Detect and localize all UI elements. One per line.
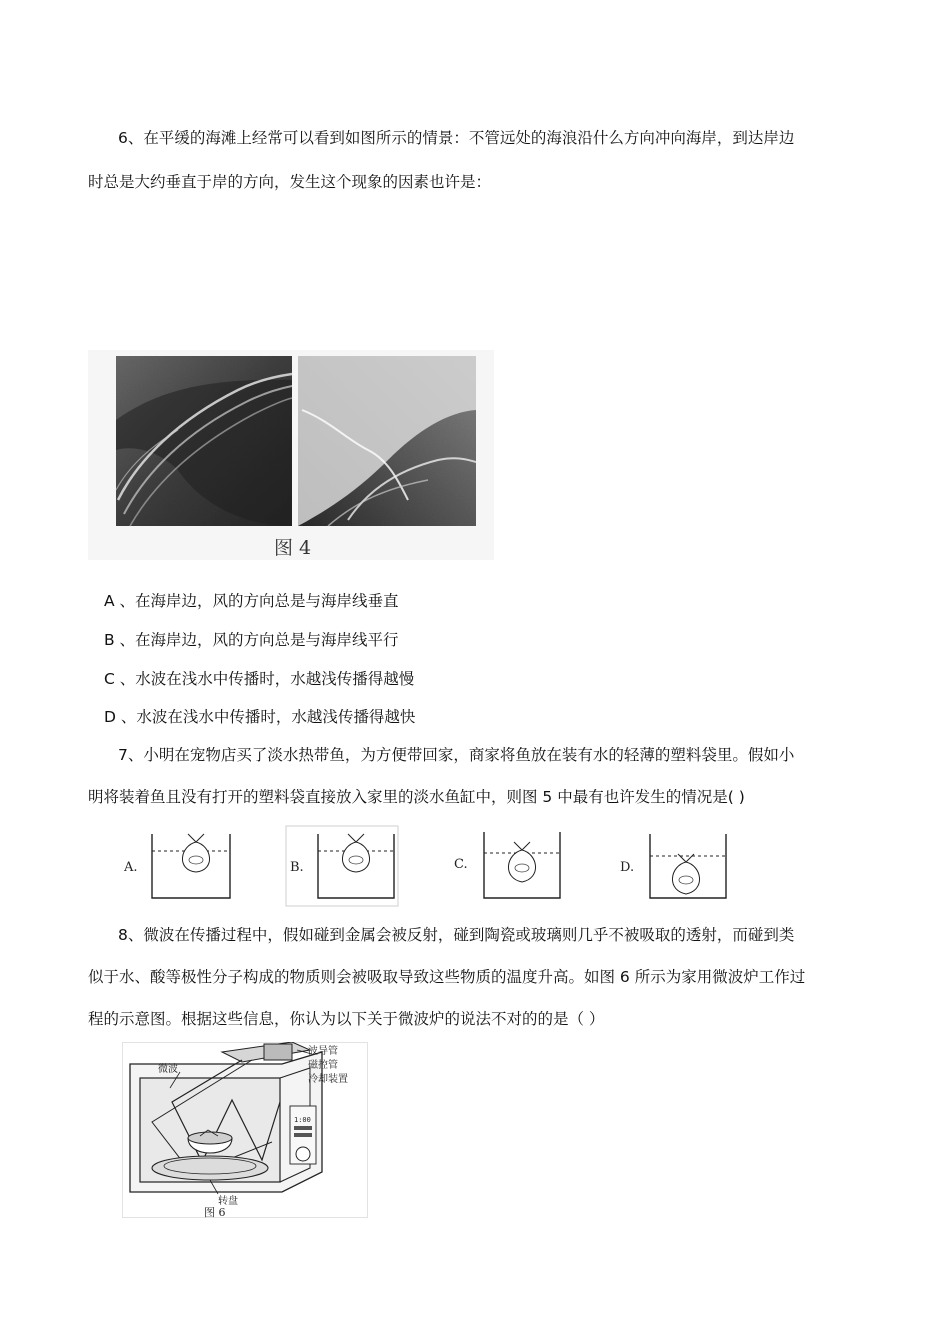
beach-photo-left — [116, 356, 292, 526]
figure-5 — [120, 824, 740, 908]
q8-line-1: 8、微波在传播过程中，假如碰到金属会被反射，碰到陶瓷或玻璃则几乎不被吸取的透射，而碰到类 — [118, 926, 795, 944]
figure-4-caption: 图 4 — [274, 537, 312, 559]
choice-b-label: B. — [290, 860, 304, 875]
choice-c-tank — [454, 832, 560, 898]
q6-option-a: A 、在海岸边，风的方向总是与海岸线垂直 — [104, 592, 399, 610]
label-waveguide: 波导管 — [308, 1046, 338, 1057]
choice-d-tank — [620, 834, 726, 898]
choice-a-label: A. — [124, 860, 138, 875]
label-microwave: 微波 — [158, 1064, 178, 1075]
figure-6-caption: 图 6 — [204, 1206, 226, 1218]
q7-line-1: 7、小明在宠物店买了淡水热带鱼，为方便带回家，商家将鱼放在装有水的轻薄的塑料袋里。假如小 — [118, 746, 795, 764]
q6-option-c: C 、水波在浅水中传播时，水越浅传播得越慢 — [104, 670, 415, 688]
choice-d-label: D. — [620, 860, 635, 875]
q6-line-2: 时总是大约垂直于岸的方向，发生这个现象的因素也许是： — [88, 173, 492, 191]
figure-4 — [88, 350, 494, 560]
figure-6 — [122, 1042, 368, 1218]
q8-line-3: 程的示意图。根据这些信息，你认为以下关于微波炉的说法不对的的是（ ） — [88, 1010, 605, 1028]
label-cooling: 冷却装置 — [308, 1074, 348, 1085]
label-magnetron: 磁控管 — [308, 1060, 338, 1071]
label-turntable: 转盘 — [218, 1196, 238, 1207]
beach-photo-right — [298, 356, 476, 526]
q8-line-2: 似于水、酸等极性分子构成的物质则会被吸取导致这些物质的温度升高。如图 6 所示为家用微波炉工作过 — [88, 968, 806, 986]
q6-option-d: D 、水波在浅水中传播时，水越浅传播得越快 — [104, 708, 416, 726]
choice-c-label: C. — [454, 857, 468, 872]
choice-b-tank — [286, 826, 398, 906]
q6-option-b: B 、在海岸边，风的方向总是与海岸线平行 — [104, 631, 399, 649]
q6-line-1: 6、在平缓的海滩上经常可以看到如图所示的情景：不管远处的海浪沿什么方向冲向海岸，到达岸边 — [118, 129, 795, 147]
choice-a-tank — [123, 834, 230, 898]
oven-display: 1:00 — [294, 1116, 311, 1124]
q7-line-2: 明将装着鱼且没有打开的塑料袋直接放入家里的淡水鱼缸中，则图 5 中最有也许发生的情况是( ) — [88, 788, 745, 806]
